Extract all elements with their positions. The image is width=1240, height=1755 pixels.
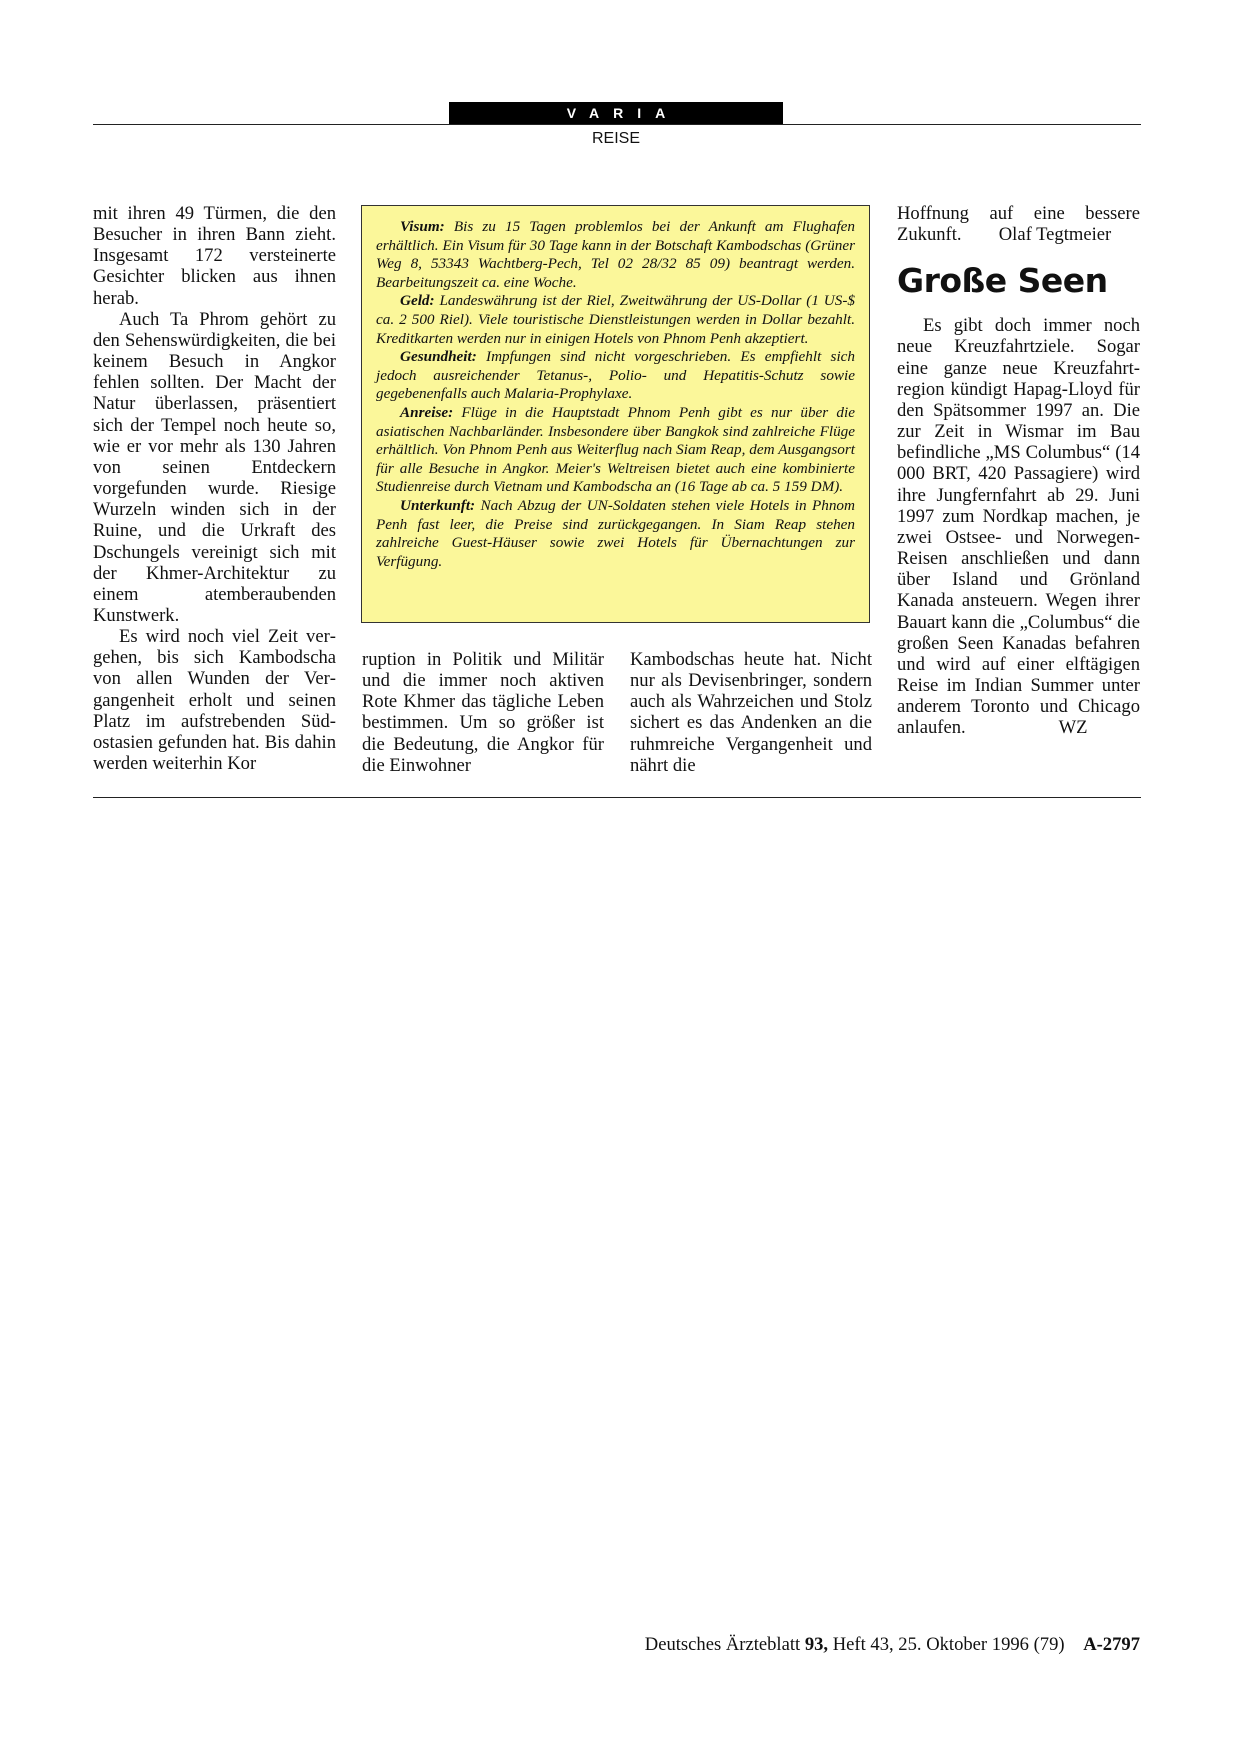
paragraph: Es gibt doch immer noch neue Kreuzfahrtziele. Sogar eine ganze neue Kreuzfahrtregion kündigt Hapag-Lloyd für den Spätsommer 1997 an. Die zur Zeit in Wismar im Bau befindliche „MS Columbus“ (14 000 BRT, 420 Passagiere) wird ihre Jungfernfahrt ab 29. Juni 1997 zum Nordkap machen, je zwei Ostsee- und Norwegen-Reisen anschließen und dann über Island und Grönland Kanada ansteuern. Wegen ihrer Bauart kann die „Columbus“ die großen Seen Kanadas befahren und wird auf einer elftägigen Reise im Indian Summer unter anderem Toronto und Chicago anlaufen. WZ — [897, 315, 1140, 739]
info-text: Bis zu 15 Tagen problemlos bei der Ankunft am Flughafen erhältlich. Ein Visum für 30 Tage kann in der Botschaft Kambodschas (Grüner Weg 8, 53343 Wachtberg-Pech, Tel 02 28/32 85 09) beantragt werden. Bearbeitungszeit ca. eine Woche. — [376, 218, 855, 291]
info-label: Visum: — [400, 218, 445, 235]
page-footer — [597, 1634, 1140, 1656]
paragraph: Auch Ta Phrom gehört zu den Sehenswürdigkeiten, die bei keinem Besuch in Angkor fehlen sollten. Der Macht der Natur überlassen, präsentiert sich der Tempel noch heute so, wie er vor mehr als 130 Jahren von seinen Entdeckern vorgefunden wurde. Riesige Wurzeln winden sich in der Ruine, und die Urkraft des Dschungels vereinigt sich mit der Khmer-Architektur zu einem atemberaubenden Kunstwerk. — [93, 308, 336, 626]
info-label: Unterkunft: — [400, 496, 476, 514]
paragraph: ruption in Politik und Militär und die immer noch aktiven Rote Khmer das tägliche Leben bestimmen. Um so größer ist die Bedeutung, die Angkor für die Einwohner — [362, 649, 604, 776]
footer-rule — [93, 797, 1141, 798]
info-label: Gesundheit: — [400, 348, 477, 366]
author-line: Hoffnung auf eine bessere Zukunft. Olaf Tegtmeier — [897, 203, 1140, 246]
article-column-1 — [93, 203, 336, 774]
info-label: Geld: — [400, 292, 435, 310]
section-bar: VARIA — [449, 102, 783, 124]
travel-info-box — [361, 205, 870, 623]
info-text: Nach Abzug der UN-Soldaten stehen viele Hotels in Phnom Penh fast leer, die Preise sind zurückgegangen. In Siam Reap stehen zahlreiche Guest-Häuser sowie zwei Hotels für Übernachtungen zur Verfügung. — [376, 496, 855, 570]
paragraph: Kambodschas heute hat. Nicht nur als Devisenbringer, sondern auch als Wahrzeichen und Stolz sichert es das Andenken an die ruhmreiche Vergangenheit und nährt die — [630, 649, 872, 776]
info-text: Flüge in die Hauptstadt Phnom Penh gibt es nur über die asiatischen Nachbarländer. Insbesondere über Bangkok sind zahlreiche Flüge erhältlich. Von Phnom Penh aus Weiterflug nach Siam Reap, dem Ausgangsort für alle Besuche in Angkor. Meier's Weltreisen bietet auch eine kombinierte Studienreise durch Vietnam und Kambodscha an (16 Tage ab ca. 5 159 DM). — [376, 403, 855, 496]
info-label: Anreise: — [400, 403, 454, 421]
info-item-gesundheit — [376, 348, 855, 404]
article-heading: Große Seen — [897, 261, 1108, 301]
paragraph: Es wird noch viel Zeit vergehen, bis sich Kambodscha von allen Wunden der Vergangenheit erholt und seinen Platz im aufstrebenden Südostasien gefunden hat. Bis dahin werden weiterhin Kor — [93, 626, 336, 775]
article-column-3 — [630, 649, 872, 776]
article-column-2 — [362, 649, 604, 776]
info-item-anreise — [376, 404, 855, 497]
issue-info: Heft 43, 25. Oktober 1996 (79) — [828, 1634, 1084, 1655]
article-column-4 — [897, 203, 1140, 738]
info-item-unterkunft — [376, 497, 855, 571]
paragraph: mit ihren 49 Türmen, die den Besucher in ihren Bann zieht. Insgesamt 172 versteinerte Gesichter blicken aus ihnen herab. — [93, 203, 336, 309]
header-rule — [93, 124, 1141, 125]
page-number: A-2797 — [1083, 1634, 1140, 1655]
info-text: Impfungen sind nicht vorgeschrieben. Es empfiehlt sich jedoch ausreichender Tetanus-, Polio- und Hepatitis-Schutz sowie gegebenenfalls auch Malaria-Prophylaxe. — [376, 348, 855, 403]
info-item-geld — [376, 292, 855, 348]
info-item-visum — [376, 218, 855, 292]
volume-number: 93, — [804, 1634, 829, 1655]
journal-name: Deutsches Ärzteblatt — [644, 1634, 805, 1655]
info-text: Landeswährung ist der Riel, Zweitwährung der US-Dollar (1 US-$ ca. 2 500 Riel). Viele touristische Dienstleistungen werden in Dollar bezahlt. Kreditkarten werden nur in einigen Hotels von Phnom Penh akzeptiert. — [376, 292, 855, 347]
section-label: REISE — [591, 130, 640, 147]
